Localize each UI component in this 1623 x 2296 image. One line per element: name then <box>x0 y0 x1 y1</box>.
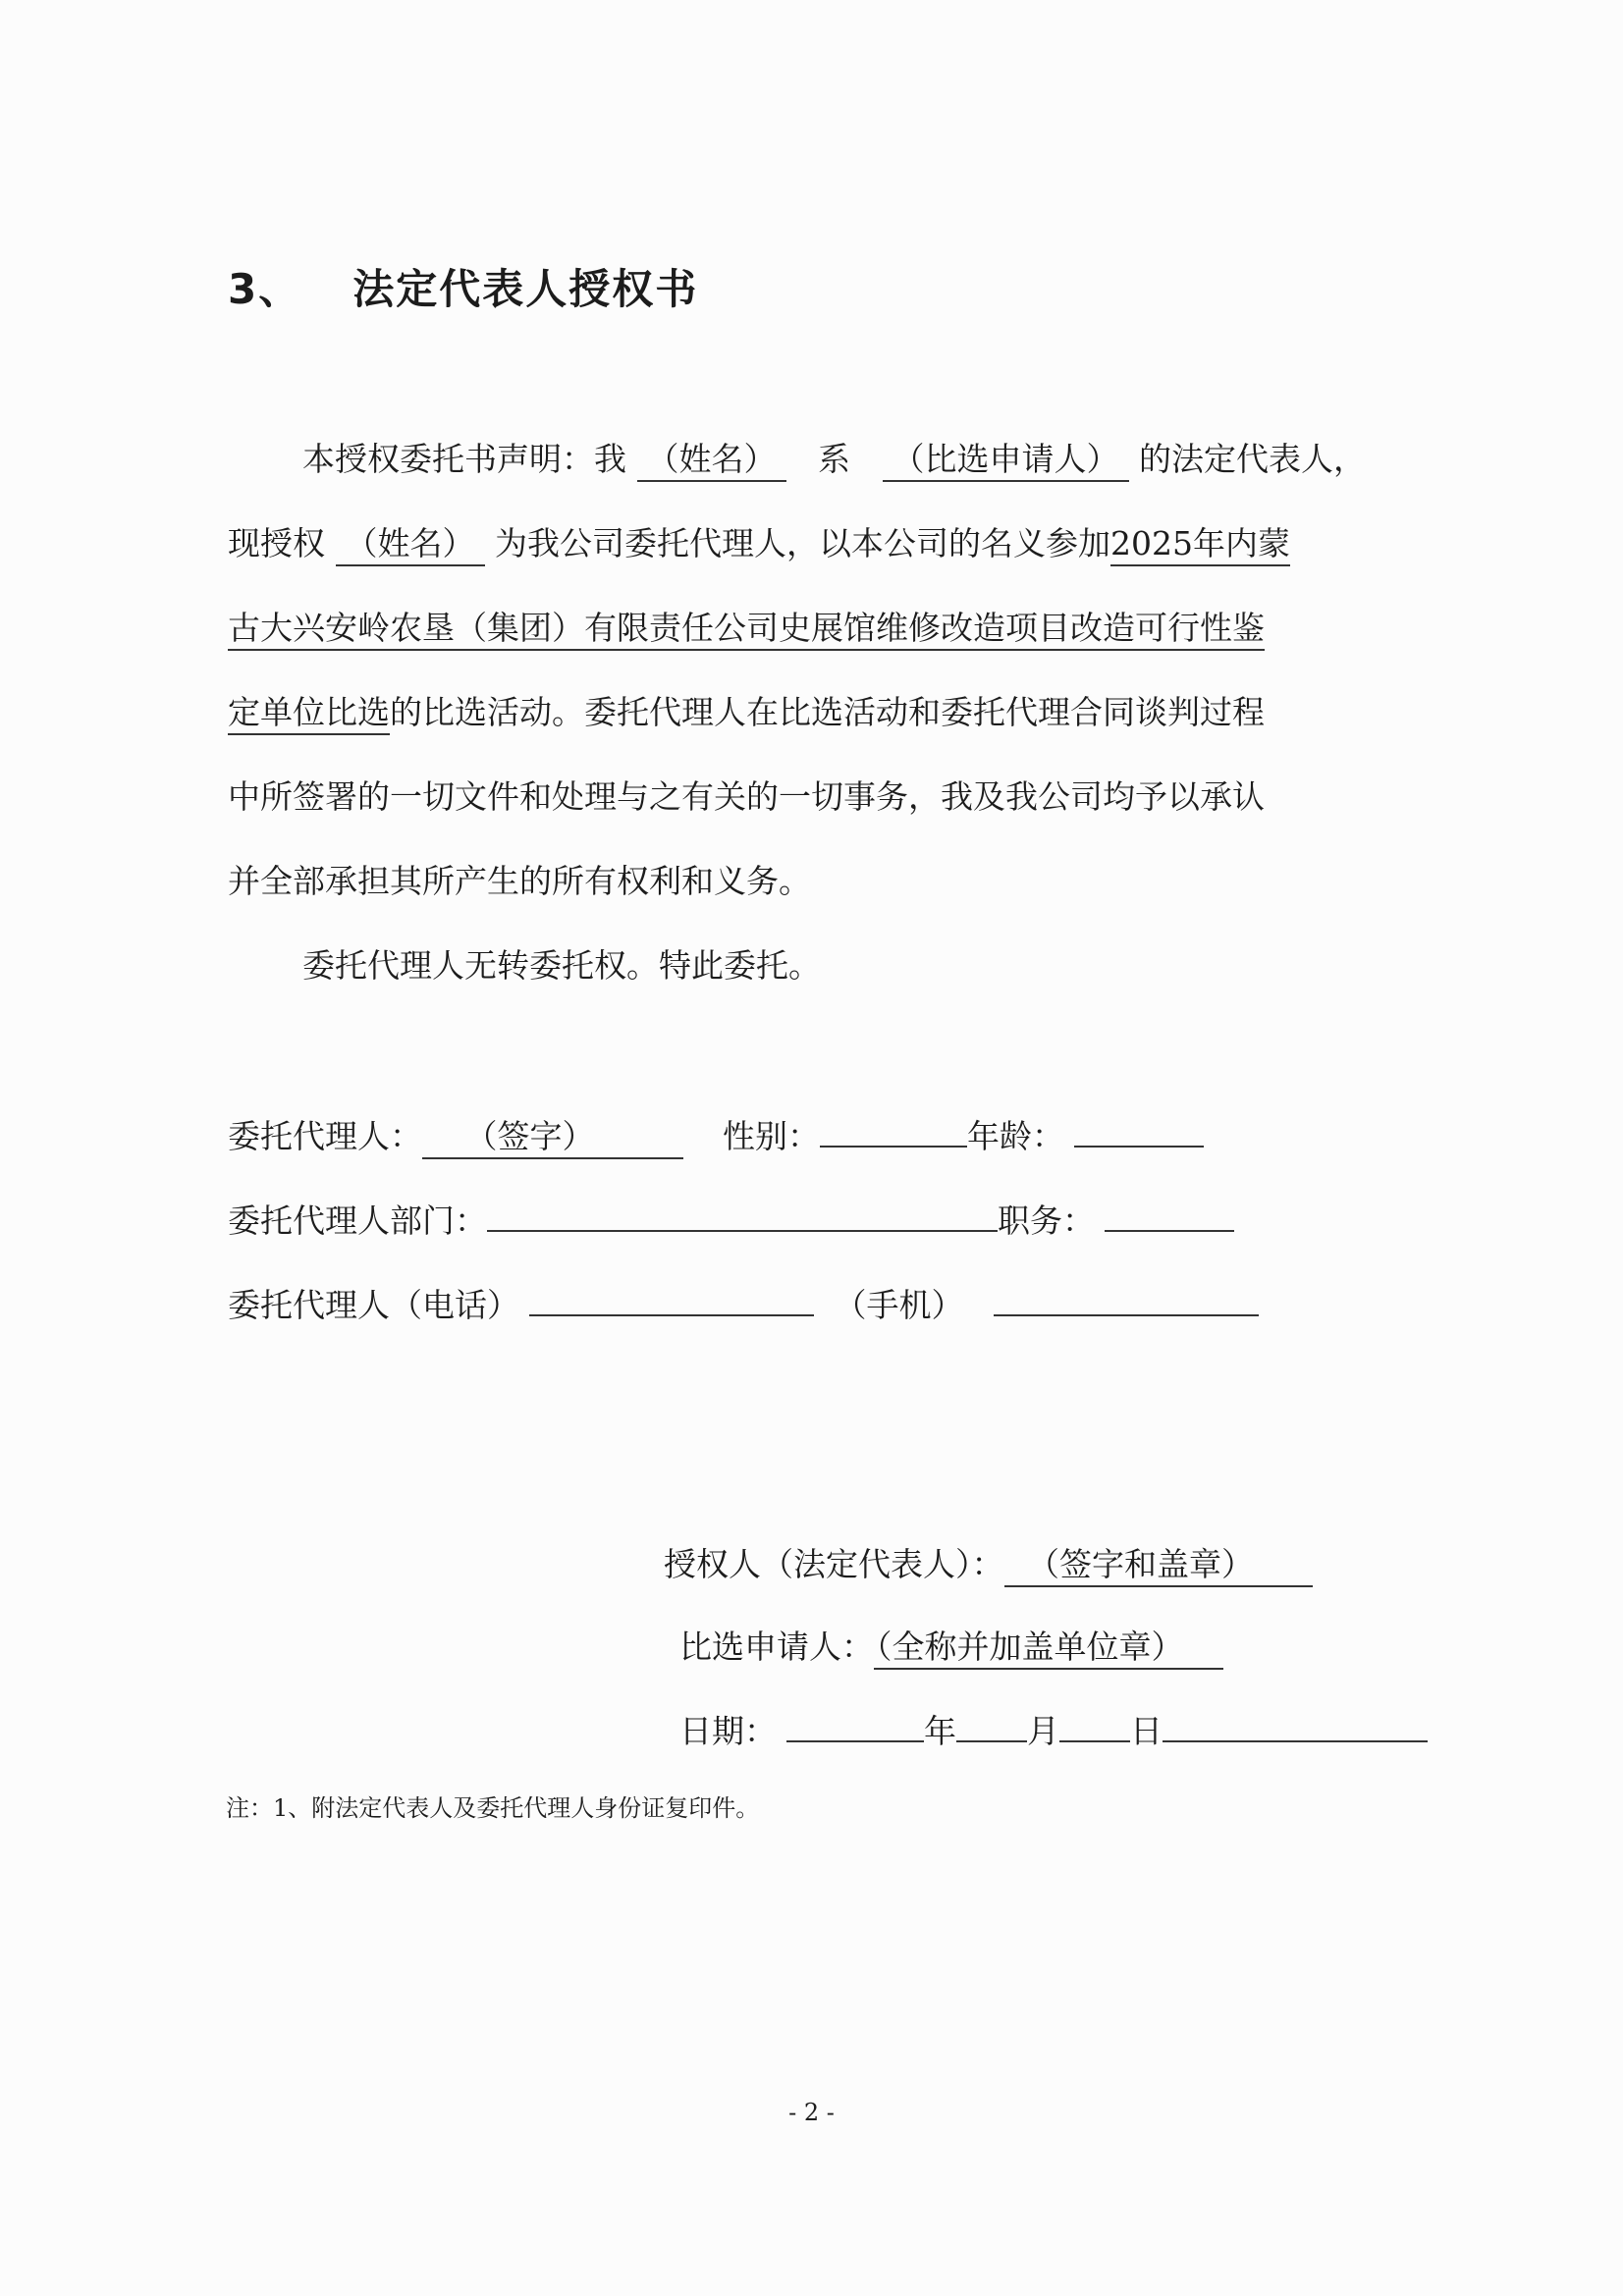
agent-signature-field[interactable]: （签字） <box>422 1117 683 1159</box>
paragraph1-line6 <box>228 860 811 903</box>
day-field[interactable] <box>1059 1711 1130 1742</box>
paragraph1-line4 <box>228 691 1265 734</box>
date-label: 日期： <box>679 1712 777 1750</box>
page-number: - 2 - <box>788 2099 835 2126</box>
year-label: 年 <box>924 1712 956 1750</box>
mobile-field[interactable] <box>994 1285 1259 1316</box>
date-extra-field[interactable] <box>1163 1711 1428 1742</box>
documents-text: 中所签署的一切文件和处理与之有关的一切事务，我及我公司均予以承认 <box>228 777 1265 816</box>
project-name-part1: 2025年内蒙 <box>1110 524 1290 566</box>
gender-field[interactable] <box>820 1116 967 1148</box>
phone-label: 委托代理人（电话） <box>228 1286 519 1324</box>
dept-label: 委托代理人部门： <box>228 1201 487 1240</box>
no-sub-delegation-text: 委托代理人无转委托权。特此委托。 <box>302 946 821 985</box>
month-field[interactable] <box>956 1711 1027 1742</box>
gender-label: 性别： <box>723 1117 820 1155</box>
applicant-seal-field[interactable]: （全称并加盖单位章） <box>874 1628 1223 1670</box>
year-field[interactable] <box>786 1711 924 1742</box>
agent-role-text: 为我公司委托代理人，以本公司的名义参加 <box>495 524 1110 562</box>
statement-text: 本授权委托书声明：我 <box>302 440 626 478</box>
paragraph1-line5 <box>228 775 1265 819</box>
day-label: 日 <box>1130 1712 1163 1750</box>
relation-text: 系 <box>818 440 850 478</box>
paragraph1-line1 <box>302 438 1366 481</box>
month-label: 月 <box>1027 1712 1059 1750</box>
legal-rep-name-field[interactable]: （姓名） <box>637 440 786 482</box>
project-name-part3: 定单位比选 <box>228 693 390 735</box>
position-label: 职务： <box>998 1201 1095 1240</box>
authorizer-signature-field[interactable]: （签字和盖章） <box>1004 1545 1314 1587</box>
activity-text: 的比选活动。委托代理人在比选活动和委托代理合同谈判过程 <box>390 693 1265 731</box>
agent-phone-row <box>228 1284 1259 1327</box>
age-field[interactable] <box>1074 1116 1204 1148</box>
agent-label: 委托代理人： <box>228 1117 422 1155</box>
heading-number: 3、 <box>228 265 302 313</box>
legal-rep-text: 的法定代表人， <box>1139 440 1366 478</box>
authorizer-row <box>664 1543 1313 1586</box>
agent-dept-row <box>228 1200 1234 1243</box>
applicant-name-field[interactable]: （比选申请人） <box>883 440 1129 482</box>
project-name-part2: 古大兴安岭农垦（集团）有限责任公司史展馆维修改造项目改造可行性鉴 <box>228 609 1265 651</box>
agent-info-row <box>228 1115 1204 1158</box>
authorizer-label: 授权人（法定代表人）： <box>664 1545 1004 1583</box>
phone-field[interactable] <box>529 1285 814 1316</box>
paragraph1-line2 <box>228 522 1290 565</box>
section-heading <box>228 257 698 316</box>
paragraph2 <box>302 944 821 988</box>
footnote: 注：1、附法定代表人及委托代理人身份证复印件。 <box>226 1794 760 1822</box>
applicant-label: 比选申请人： <box>679 1628 874 1666</box>
agent-name-field[interactable]: （姓名） <box>336 524 485 566</box>
applicant-row <box>679 1626 1223 1669</box>
mobile-label: （手机） <box>834 1286 964 1324</box>
age-label: 年龄： <box>967 1117 1064 1155</box>
paragraph1-line3 <box>228 607 1265 650</box>
authorize-text: 现授权 <box>228 524 325 562</box>
date-row <box>679 1710 1428 1753</box>
heading-text: 法定代表人授权书 <box>352 265 699 313</box>
dept-field[interactable] <box>487 1201 998 1232</box>
position-field[interactable] <box>1105 1201 1234 1232</box>
obligations-text: 并全部承担其所产生的所有权利和义务。 <box>228 862 811 900</box>
